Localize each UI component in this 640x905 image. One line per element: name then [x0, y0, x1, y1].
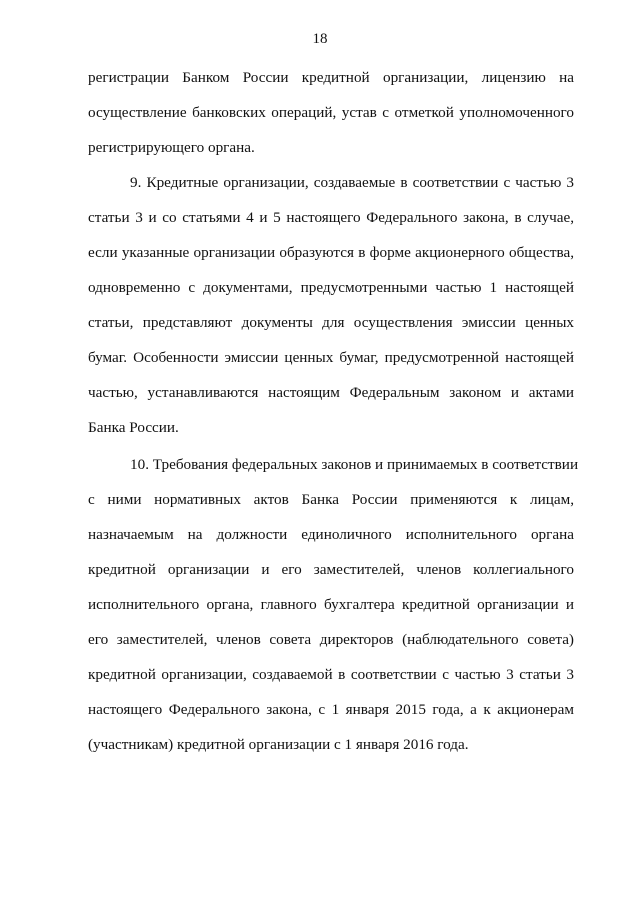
text-line: одновременно с документами, предусмотренными частью 1 настоящей	[88, 279, 574, 296]
text-line: с ними нормативных актов Банка России применяются к лицам,	[88, 491, 574, 508]
text-line: если указанные организации образуются в форме акционерного общества,	[88, 244, 574, 261]
text-line: осуществление банковских операций, устав с отметкой уполномоченного	[88, 104, 574, 121]
text-line: регистрирующего органа.	[88, 139, 255, 156]
text-line: бумаг. Особенности эмиссии ценных бумаг, предусмотренной настоящей	[88, 349, 574, 366]
paragraph-9-first-line: 9. Кредитные организации, создаваемые в соответствии с частью 3	[130, 174, 574, 191]
text-line: кредитной организации, создаваемой в соответствии с частью 3 статьи 3	[88, 666, 574, 683]
text-line: его заместителей, членов совета директоров (наблюдательного совета)	[88, 631, 574, 648]
text-line: настоящего Федерального закона, с 1 января 2015 года, а к акционерам	[88, 701, 574, 718]
text-line: кредитной организации и его заместителей, членов коллегиального	[88, 561, 574, 578]
text-line: исполнительного органа, главного бухгалтера кредитной организации и	[88, 596, 574, 613]
text-line: статьи, представляют документы для осуществления эмиссии ценных	[88, 314, 574, 331]
paragraph-10-first-line: 10. Требования федеральных законов и принимаемых в соответствии	[130, 456, 579, 473]
text-line: Банка России.	[88, 419, 179, 436]
page-number: 18	[312, 31, 328, 47]
text-line: статьи 3 и со статьями 4 и 5 настоящего Федерального закона, в случае,	[88, 209, 574, 226]
text-line: частью, устанавливаются настоящим Федеральным законом и актами	[88, 384, 574, 401]
text-line: регистрации Банком России кредитной организации, лицензию на	[88, 69, 574, 86]
text-line: (участникам) кредитной организации с 1 января 2016 года.	[88, 736, 469, 753]
text-line: назначаемым на должности единоличного исполнительного органа	[88, 526, 574, 543]
